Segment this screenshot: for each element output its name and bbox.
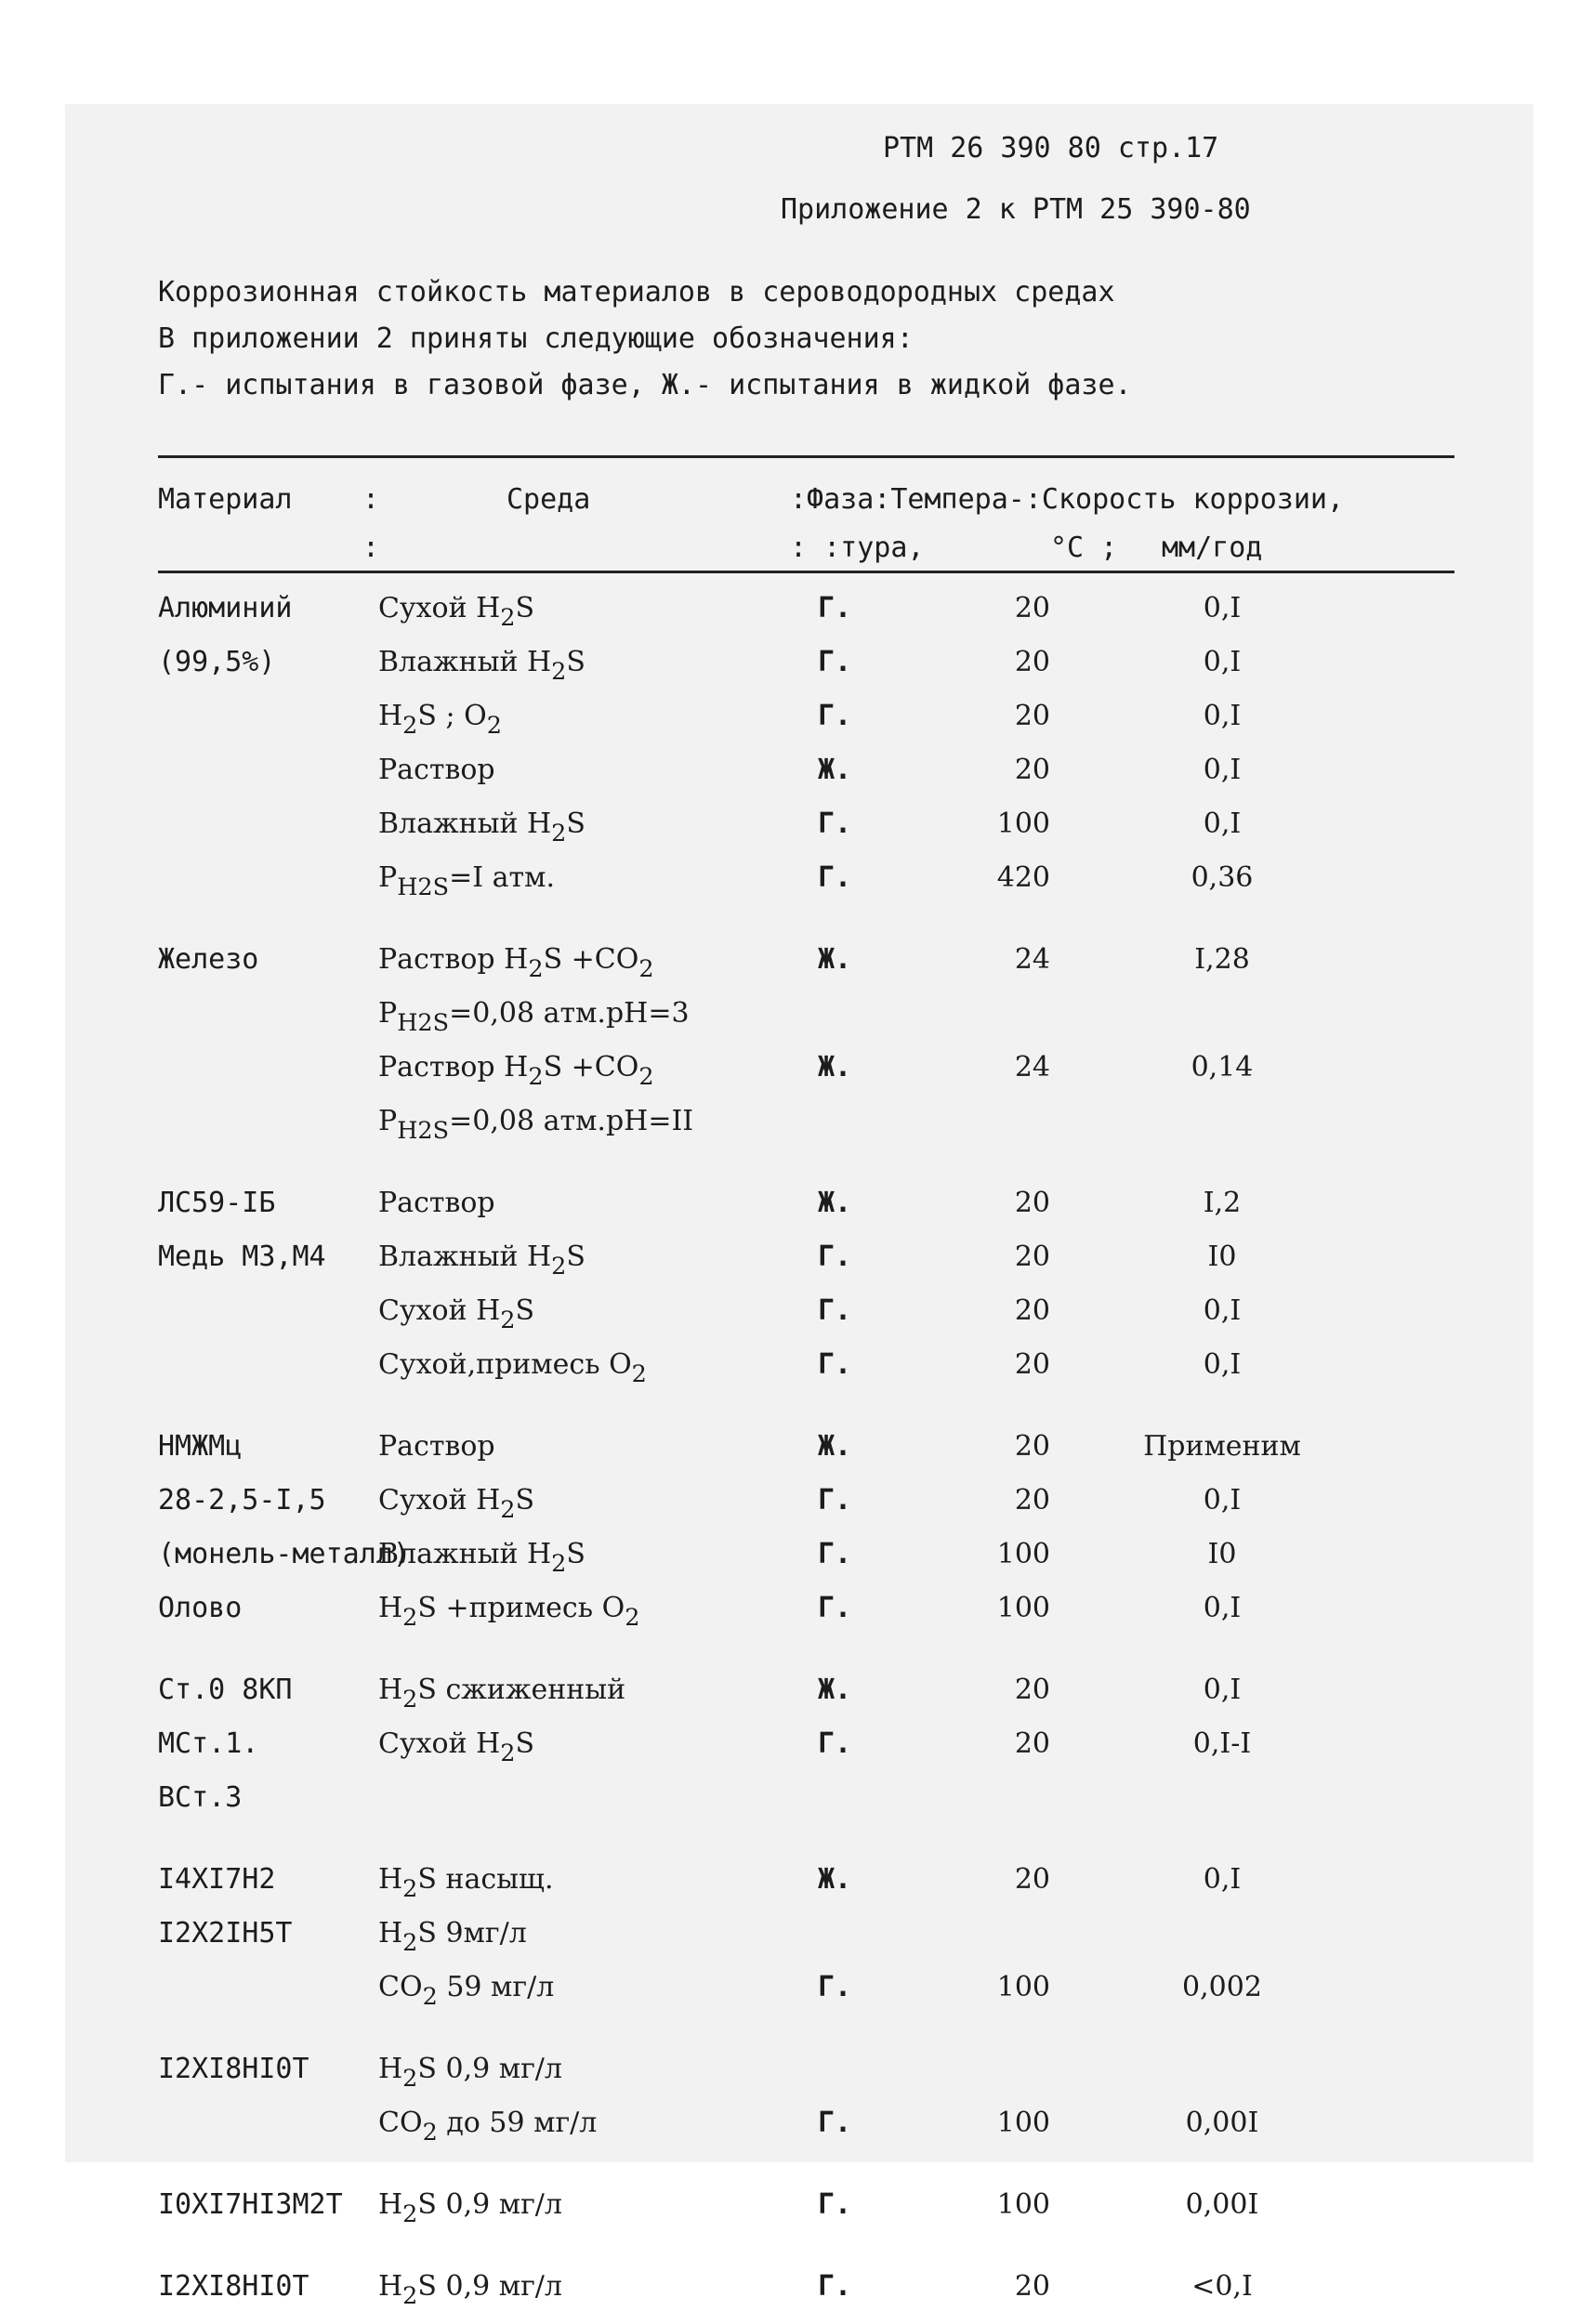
environment-subscript: 2 <box>422 2118 438 2147</box>
corrosion-rate-cell: 0,I <box>1203 1484 1242 1517</box>
environment-text: Раствор <box>378 754 495 786</box>
table-top-rule <box>158 455 1454 458</box>
environment-subscript: 2 <box>631 1359 647 1388</box>
environment-text: S 9мг/л <box>417 1917 527 1950</box>
environment-text: Сухой,примесь O <box>378 1348 632 1381</box>
material-cell: I4XI7H2 <box>158 1863 276 1896</box>
temperature-cell: 20 <box>1014 1674 1050 1706</box>
material-cell: I2XI8HI0T <box>158 2053 309 2085</box>
environment-subscript: 2 <box>402 1685 418 1713</box>
header-environment: Среда <box>507 483 591 516</box>
environment-cell <box>378 1105 693 1145</box>
environment-text: S <box>566 1538 585 1570</box>
corrosion-rate-cell: 0,I <box>1203 646 1242 678</box>
phase-cell: Г. <box>818 1241 852 1273</box>
header-temp-label: : :тура, <box>790 532 925 564</box>
environment-text: S <box>566 807 585 840</box>
temperature-cell: 100 <box>996 2188 1050 2221</box>
environment-text: S <box>515 1484 535 1517</box>
corrosion-rate-cell: I,2 <box>1203 1187 1242 1219</box>
intro-text <box>158 269 1132 409</box>
environment-subscript: 2 <box>551 1549 567 1578</box>
environment-text: =0,08 атм.pH=II <box>449 1105 694 1137</box>
temperature-cell: 20 <box>1014 1727 1050 1760</box>
table-row <box>158 1592 1459 1646</box>
table-row <box>158 2270 1459 2324</box>
environment-subscript: 2 <box>402 1928 418 1957</box>
corrosion-rate-cell: 0,I <box>1203 592 1242 624</box>
table-row <box>158 1863 1459 1917</box>
phase-cell: Ж. <box>818 1674 852 1706</box>
corrosion-rate-cell: 0,I <box>1203 754 1242 786</box>
environment-text: S насыщ. <box>417 1863 554 1896</box>
corrosion-rate-cell: I,28 <box>1194 943 1250 976</box>
environment-text: H <box>378 1917 403 1950</box>
table-row <box>158 1294 1459 1348</box>
phase-cell: Ж. <box>818 1051 852 1083</box>
table-row <box>158 807 1459 861</box>
environment-text: S +примесь O <box>417 1592 625 1624</box>
temperature-cell: 100 <box>996 1538 1050 1570</box>
material-cell: ВСт.3 <box>158 1781 243 1814</box>
table-row <box>158 1430 1459 1484</box>
header-temp-unit: °С ; <box>1050 532 1118 564</box>
temperature-cell: 420 <box>996 861 1050 894</box>
temperature-cell: 20 <box>1014 1430 1050 1463</box>
row-spacer <box>158 1402 1459 1430</box>
environment-subscript: 2 <box>500 1306 516 1334</box>
phase-cell: Ж. <box>818 754 852 786</box>
material-cell: Алюминий <box>158 592 293 624</box>
temperature-cell: 20 <box>1014 592 1050 624</box>
table-row <box>158 1971 1459 2025</box>
material-cell: МСт.1. <box>158 1727 259 1760</box>
phase-cell: Г. <box>818 861 852 894</box>
environment-text: S <box>515 592 535 624</box>
table-row <box>158 700 1459 754</box>
temperature-cell: 20 <box>1014 646 1050 678</box>
corrosion-rate-cell: 0,00I <box>1185 2107 1259 2139</box>
phase-cell: Г. <box>818 1348 852 1381</box>
material-cell: I2X2IH5T <box>158 1917 293 1950</box>
environment-cell <box>378 646 585 686</box>
table-row <box>158 1917 1459 1971</box>
environment-subscript: 2 <box>638 1062 654 1091</box>
environment-text: CO <box>378 1971 423 2003</box>
temperature-cell: 24 <box>1014 943 1050 976</box>
environment-subscript: 2 <box>402 2199 418 2228</box>
environment-subscript: 2 <box>500 1495 516 1524</box>
material-cell: Медь М3,М4 <box>158 1241 326 1273</box>
environment-text: P <box>378 861 398 894</box>
phase-cell: Г. <box>818 2188 852 2221</box>
phase-cell: Г. <box>818 700 852 732</box>
environment-cell <box>378 2270 562 2310</box>
environment-cell <box>378 1484 534 1524</box>
environment-cell <box>378 1187 495 1219</box>
table-row <box>158 1674 1459 1727</box>
temperature-cell: 100 <box>996 807 1050 840</box>
environment-cell <box>378 861 555 901</box>
table-header <box>158 483 1459 567</box>
table-row <box>158 997 1459 1051</box>
material-cell: НМЖМц <box>158 1430 243 1463</box>
intro-line-1: Коррозионная стойкость материалов в сероводородных средах <box>158 276 1115 309</box>
material-cell: Железо <box>158 943 259 976</box>
environment-text: Раствор H <box>378 943 529 976</box>
environment-text: Сухой H <box>378 1294 501 1327</box>
row-spacer <box>158 2025 1459 2053</box>
phase-cell: Г. <box>818 2270 852 2303</box>
environment-text: Влажный H <box>378 1538 552 1570</box>
document-reference: РТМ 26 390 80 стр.17 <box>883 132 1219 164</box>
table-row <box>158 646 1459 700</box>
phase-cell: Г. <box>818 592 852 624</box>
environment-text: H <box>378 2270 403 2303</box>
material-cell: Ст.0 8КП <box>158 1674 293 1706</box>
environment-subscript: 2 <box>528 1062 544 1091</box>
corrosion-rate-cell: 0,002 <box>1182 1971 1262 2003</box>
environment-cell <box>378 1430 495 1463</box>
table-row <box>158 1484 1459 1538</box>
environment-text: Влажный H <box>378 1241 552 1273</box>
environment-text: P <box>378 997 398 1030</box>
header-rate-unit: мм/год <box>1162 532 1263 564</box>
table-row <box>158 754 1459 807</box>
appendix-reference: Приложение 2 к РТМ 25 390-80 <box>781 193 1251 226</box>
table-row <box>158 861 1459 915</box>
temperature-cell: 20 <box>1014 1348 1050 1381</box>
corrosion-rate-cell: 0,I <box>1203 1863 1242 1896</box>
environment-text: CO <box>378 2107 423 2139</box>
environment-text: S 0,9 мг/л <box>417 2188 562 2221</box>
phase-cell: Г. <box>818 1592 852 1624</box>
phase-cell: Г. <box>818 807 852 840</box>
environment-cell <box>378 2107 597 2147</box>
environment-text: Сухой H <box>378 1484 501 1517</box>
environment-cell <box>378 700 502 740</box>
header-separator-2: : <box>362 532 380 564</box>
environment-subscript: 2 <box>402 2281 418 2310</box>
table-row <box>158 2053 1459 2107</box>
material-cell: I0XI7HI3M2T <box>158 2188 343 2221</box>
environment-cell <box>378 1727 534 1767</box>
phase-cell: Г. <box>818 1727 852 1760</box>
corrosion-rate-cell: <0,I <box>1191 2270 1253 2303</box>
environment-cell <box>378 1051 654 1091</box>
environment-text: =I атм. <box>449 861 556 894</box>
environment-subscript: 2 <box>402 2064 418 2093</box>
table-row <box>158 1187 1459 1241</box>
environment-text: Сухой H <box>378 1727 501 1760</box>
environment-text: S <box>566 646 585 678</box>
corrosion-rate-cell: 0,I <box>1203 1674 1242 1706</box>
environment-subscript: 2 <box>500 1739 516 1767</box>
environment-text: P <box>378 1105 398 1137</box>
temperature-cell: 20 <box>1014 700 1050 732</box>
environment-text: H <box>378 2188 403 2221</box>
table-row <box>158 2188 1459 2242</box>
environment-text: S <box>566 1241 585 1273</box>
environment-subscript: H2S <box>397 873 450 901</box>
environment-text: S 0,9 мг/л <box>417 2053 562 2085</box>
header-material: Материал <box>158 483 293 516</box>
environment-subscript: 2 <box>625 1603 640 1632</box>
table-row <box>158 1727 1459 1781</box>
environment-subscript: 2 <box>402 711 418 740</box>
environment-text: Раствор <box>378 1430 495 1463</box>
environment-text: H <box>378 700 403 732</box>
environment-cell <box>378 2188 562 2228</box>
phase-cell: Ж. <box>818 943 852 976</box>
environment-cell <box>378 1971 554 2011</box>
environment-cell <box>378 943 654 983</box>
environment-subscript: 2 <box>551 657 567 686</box>
environment-subscript: 2 <box>422 1982 438 2011</box>
header-bottom-rule <box>158 571 1454 573</box>
material-cell: ЛС59-IБ <box>158 1187 276 1219</box>
environment-subscript: 2 <box>486 711 502 740</box>
material-cell: 28-2,5-I,5 <box>158 1484 326 1517</box>
temperature-cell: 20 <box>1014 1484 1050 1517</box>
table-row <box>158 1781 1459 1835</box>
table-row <box>158 1241 1459 1294</box>
environment-subscript: 2 <box>551 819 567 847</box>
row-spacer <box>158 2160 1459 2188</box>
corrosion-rate-cell: 0,00I <box>1185 2188 1259 2221</box>
row-spacer <box>158 1646 1459 1674</box>
environment-text: H <box>378 1592 403 1624</box>
phase-cell: Г. <box>818 2107 852 2139</box>
environment-text: S ; O <box>417 700 487 732</box>
corrosion-rate-cell: 0,36 <box>1191 861 1254 894</box>
phase-cell: Г. <box>818 646 852 678</box>
table-row <box>158 943 1459 997</box>
environment-text: Раствор <box>378 1187 495 1219</box>
environment-subscript: 2 <box>528 954 544 983</box>
environment-subscript: H2S <box>397 1008 450 1037</box>
environment-cell <box>378 754 495 786</box>
phase-cell: Ж. <box>818 1430 852 1463</box>
environment-text: =0,08 атм.pH=3 <box>449 997 690 1030</box>
corrosion-rate-cell: 0,I-I <box>1192 1727 1252 1760</box>
material-cell: (99,5%) <box>158 646 276 678</box>
environment-subscript: 2 <box>402 1874 418 1903</box>
phase-cell: Г. <box>818 1294 852 1327</box>
corrosion-rate-cell: 0,I <box>1203 1348 1242 1381</box>
environment-cell <box>378 592 534 632</box>
row-spacer <box>158 2242 1459 2270</box>
environment-text: S +CO <box>543 943 639 976</box>
row-spacer <box>158 1835 1459 1863</box>
temperature-cell: 20 <box>1014 1863 1050 1896</box>
environment-text: S 0,9 мг/л <box>417 2270 562 2303</box>
environment-text: H <box>378 1863 403 1896</box>
environment-text: S сжиженный <box>417 1674 626 1706</box>
table-row <box>158 1348 1459 1402</box>
environment-text: 59 мг/л <box>437 1971 555 2003</box>
material-cell: Олово <box>158 1592 243 1624</box>
environment-cell <box>378 1538 585 1578</box>
material-cell: I2XI8HI0T <box>158 2270 309 2303</box>
temperature-cell: 20 <box>1014 1294 1050 1327</box>
header-phase-temp-rate: :Фаза:Темпера-:Скорость коррозии, <box>790 483 1345 516</box>
environment-subscript: 2 <box>551 1252 567 1280</box>
table-row <box>158 1538 1459 1592</box>
environment-cell <box>378 1294 534 1334</box>
environment-subscript: H2S <box>397 1116 450 1145</box>
environment-text: до 59 мг/л <box>437 2107 598 2139</box>
environment-text: S <box>515 1294 535 1327</box>
corrosion-rate-cell: I0 <box>1207 1538 1237 1570</box>
environment-text: Сухой H <box>378 592 501 624</box>
row-spacer <box>158 915 1459 943</box>
environment-text: H <box>378 1674 403 1706</box>
phase-cell: Ж. <box>818 1863 852 1896</box>
corrosion-table <box>158 592 1459 2324</box>
temperature-cell: 20 <box>1014 2270 1050 2303</box>
environment-subscript: 2 <box>500 603 516 632</box>
material-cell: (монель-металл) <box>158 1538 410 1570</box>
corrosion-rate-cell: 0,I <box>1203 1294 1242 1327</box>
temperature-cell: 20 <box>1014 1241 1050 1273</box>
environment-cell <box>378 1917 527 1957</box>
environment-text: H <box>378 2053 403 2085</box>
header-separator: : <box>362 483 380 516</box>
phase-cell: Г. <box>818 1484 852 1517</box>
corrosion-rate-cell: 0,14 <box>1191 1051 1254 1083</box>
environment-cell <box>378 1592 639 1632</box>
corrosion-rate-cell: 0,I <box>1203 807 1242 840</box>
intro-line-3: Г.- испытания в газовой фазе, Ж.- испытания в жидкой фазе. <box>158 369 1132 401</box>
environment-cell <box>378 1348 647 1388</box>
environment-text: Влажный H <box>378 646 552 678</box>
phase-cell: Г. <box>818 1971 852 2003</box>
environment-cell <box>378 1241 585 1280</box>
table-row <box>158 1051 1459 1105</box>
environment-cell <box>378 997 690 1037</box>
environment-subscript: 2 <box>638 954 654 983</box>
environment-cell <box>378 2053 562 2093</box>
row-spacer <box>158 1159 1459 1187</box>
phase-cell: Г. <box>818 1538 852 1570</box>
temperature-cell: 100 <box>996 1971 1050 2003</box>
temperature-cell: 20 <box>1014 754 1050 786</box>
corrosion-rate-cell: I0 <box>1207 1241 1237 1273</box>
table-row <box>158 1105 1459 1159</box>
temperature-cell: 20 <box>1014 1187 1050 1219</box>
corrosion-rate-cell: 0,I <box>1203 700 1242 732</box>
environment-subscript: 2 <box>402 1603 418 1632</box>
environment-cell <box>378 1674 625 1713</box>
environment-text: Влажный H <box>378 807 552 840</box>
environment-cell <box>378 807 585 847</box>
table-row <box>158 2107 1459 2160</box>
corrosion-rate-cell: Применим <box>1143 1430 1301 1463</box>
environment-text: Раствор H <box>378 1051 529 1083</box>
intro-line-2: В приложении 2 приняты следующие обозначения: <box>158 322 914 355</box>
temperature-cell: 100 <box>996 2107 1050 2139</box>
environment-text: S <box>515 1727 535 1760</box>
environment-text: S +CO <box>543 1051 639 1083</box>
environment-cell <box>378 1863 553 1903</box>
phase-cell: Ж. <box>818 1187 852 1219</box>
corrosion-rate-cell: 0,I <box>1203 1592 1242 1624</box>
temperature-cell: 100 <box>996 1592 1050 1624</box>
table-row <box>158 592 1459 646</box>
temperature-cell: 24 <box>1014 1051 1050 1083</box>
